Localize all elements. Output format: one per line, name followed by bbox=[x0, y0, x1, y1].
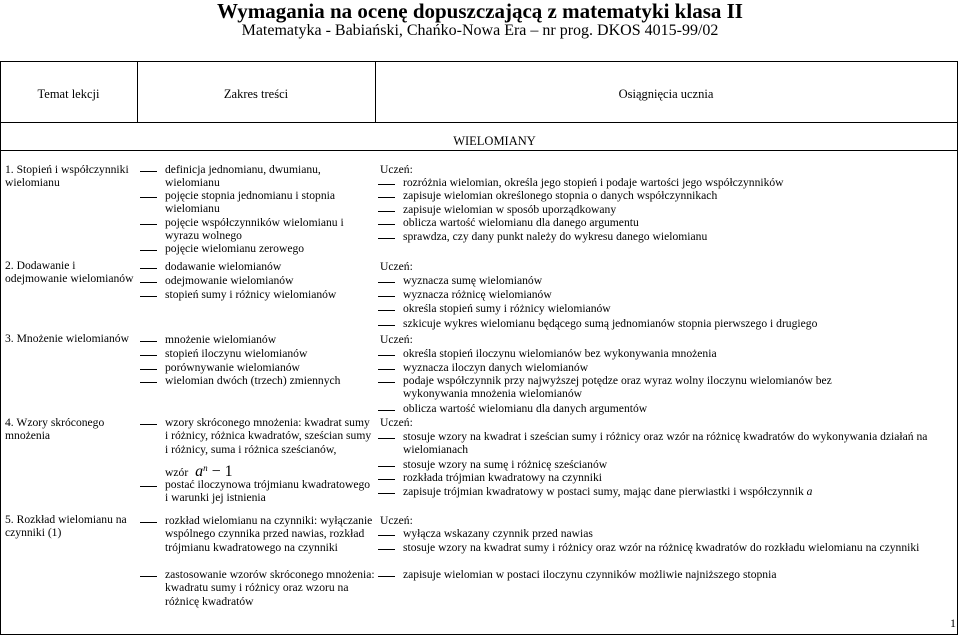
row5-content-1: rozkład wielomianu na czynniki: wyłączanie wspólnego czynnika przed nawias, rozkład trójmianu kwadratowego na czynniki bbox=[165, 514, 373, 554]
header-content: Zakres treści bbox=[223, 87, 289, 101]
row5-content-2: zastosowanie wzorów skróconego mnożenia: kwadratu sumy i różnicy oraz wzoru na różnicę kwadratów bbox=[165, 568, 375, 608]
row4-formula bbox=[165, 462, 375, 479]
bullet-dash bbox=[140, 424, 157, 425]
row3-content-1: mnożenie wielomianów bbox=[165, 333, 277, 346]
bullet-dash bbox=[378, 549, 395, 550]
uczen-label: Uczeń: bbox=[380, 260, 413, 273]
row4-ach-3: rozkłada trójmian kwadratowy na czynniki bbox=[403, 471, 602, 484]
row3-ach-1: określa stopień iloczynu wielomianów bez wykonywania mnożenia bbox=[403, 347, 717, 360]
bullet-dash bbox=[140, 369, 157, 370]
row3-ach-2: wyznacza iloczyn danych wielomianów bbox=[403, 361, 589, 374]
row4-content-1: wzory skróconego mnożenia: kwadrat sumy i różnicy, różnica kwadratów, sześcian sumy i różnicy, suma i różnica sześcianów, bbox=[165, 416, 372, 456]
bullet-dash bbox=[378, 466, 395, 467]
row3-content-3: porównywanie wielomianów bbox=[165, 361, 300, 374]
row1-ach-4: oblicza wartość wielomianu dla danego argumentu bbox=[403, 216, 639, 229]
row1-ach-3: zapisuje wielomian w sposób uporządkowany bbox=[403, 203, 617, 216]
row-divider bbox=[0, 150, 958, 151]
bullet-dash bbox=[378, 369, 395, 370]
formula-exponent: n bbox=[203, 463, 208, 473]
row2-content-3: stopień sumy i różnicy wielomianów bbox=[165, 288, 337, 301]
row1-ach-2: zapisuje wielomian określonego stopnia o danych współczynnikach bbox=[403, 189, 718, 202]
bullet-dash bbox=[378, 438, 395, 439]
bullet-dash bbox=[378, 282, 395, 283]
formula-rest: − 1 bbox=[207, 462, 233, 480]
row1-content-4: pojęcie wielomianu zerowego bbox=[165, 242, 305, 255]
bullet-dash bbox=[378, 310, 395, 311]
bullet-dash bbox=[378, 325, 395, 326]
row1-ach-1: rozróżnia wielomian, określa jego stopień i podaje wartości jego współczynników bbox=[403, 176, 784, 189]
uczen-label: Uczeń: bbox=[380, 514, 413, 527]
bullet-dash bbox=[378, 211, 395, 212]
bullet-dash bbox=[140, 341, 157, 342]
row2-topic: 2. Dodawanie i odejmowanie wielomianów bbox=[5, 259, 134, 286]
bullet-dash bbox=[378, 238, 395, 239]
bullet-dash bbox=[378, 493, 395, 494]
row5-ach-2: stosuje wzory na kwadrat sumy i różnicy oraz wzór na różnicę kwadratów do rozkładu wielomianu na czynniki bbox=[403, 541, 920, 554]
row1-content-1: definicja jednomianu, dwumianu, wielomianu bbox=[165, 163, 321, 190]
bullet-dash bbox=[140, 486, 157, 487]
row2-content-1: dodawanie wielomianów bbox=[165, 260, 282, 273]
row4-ach-1: stosuje wzory na kwadrat i sześcian sumy i różnicy oraz wzór na różnicę kwadratów do wykonywania działań na wielomianach bbox=[403, 430, 928, 457]
header-topic: Temat lekcji bbox=[37, 87, 100, 101]
uczen-label: Uczeń: bbox=[380, 163, 413, 176]
bullet-dash bbox=[378, 535, 395, 536]
header-achievements: Osiągnięcia ucznia bbox=[618, 87, 714, 101]
formula-base: a bbox=[195, 462, 204, 480]
row3-ach-3: podaje współczynnik przy najwyższej potędze oraz wyraz wolny iloczynu wielomianów bez wykonywania mnożenia wielomianów bbox=[403, 374, 832, 401]
row1-ach-5: sprawdza, czy dany punkt należy do wykresu danego wielomianu bbox=[403, 230, 708, 243]
bullet-dash bbox=[140, 296, 157, 297]
bullet-dash bbox=[140, 224, 157, 225]
row4-content-3: postać iloczynowa trójmianu kwadratowego i warunki jej istnienia bbox=[165, 478, 371, 505]
row5-ach-1: wyłącza wskazany czynnik przed nawias bbox=[403, 527, 593, 540]
row3-content-4: wielomian dwóch (trzech) zmiennych bbox=[165, 374, 341, 387]
row4-ach-2: stosuje wzory na sumę i różnicę sześcianów bbox=[403, 458, 608, 471]
bullet-dash bbox=[378, 296, 395, 297]
row2-ach-1: wyznacza sumę wielomianów bbox=[403, 274, 543, 287]
bullet-dash bbox=[140, 268, 157, 269]
row1-content-3: pojęcie współczynników wielomianu i wyrazu wolnego bbox=[165, 216, 344, 243]
page-subtitle: Matematyka - Babiański, Chańko-Nowa Era – nr prog. DKOS 4015-99/02 bbox=[241, 22, 719, 39]
bullet-dash bbox=[140, 250, 157, 251]
bullet-dash bbox=[140, 522, 157, 523]
row3-content-2: stopień iloczynu wielomianów bbox=[165, 347, 308, 360]
bullet-dash bbox=[140, 282, 157, 283]
bullet-dash bbox=[378, 410, 395, 411]
table-border-right bbox=[957, 62, 958, 634]
page-title: Wymagania na ocenę dopuszczającą z matematyki klasa II bbox=[217, 0, 743, 23]
row4-ach-4-var: a bbox=[806, 485, 813, 498]
bullet-dash bbox=[378, 197, 395, 198]
row4-ach-4-text: zapisuje trójmian kwadratowy w postaci sumy, mając dane pierwiastki i współczynnik bbox=[403, 485, 804, 498]
bullet-dash bbox=[378, 382, 395, 383]
table-border-left bbox=[0, 62, 1, 634]
row3-topic: 3. Mnożenie wielomianów bbox=[5, 332, 129, 345]
uczen-label: Uczeń: bbox=[380, 416, 413, 429]
bullet-dash bbox=[378, 576, 395, 577]
section-title: WIELOMIANY bbox=[453, 134, 536, 148]
row2-ach-2: wyznacza różnicę wielomianów bbox=[403, 288, 552, 301]
row5-ach-3: zapisuje wielomian w postaci iloczynu czynników możliwie najniższego stopnia bbox=[403, 568, 777, 581]
row2-ach-3: określa stopień sumy i różnicy wielomianów bbox=[403, 302, 611, 315]
row4-ach-4 bbox=[403, 485, 956, 498]
row2-content-2: odejmowanie wielomianów bbox=[165, 274, 294, 287]
formula-label: wzór bbox=[165, 465, 189, 479]
page-number: 1 bbox=[950, 616, 956, 630]
bullet-dash bbox=[378, 224, 395, 225]
bullet-dash bbox=[378, 184, 395, 185]
bullet-dash bbox=[140, 197, 157, 198]
bullet-dash bbox=[140, 355, 157, 356]
row-divider bbox=[0, 122, 958, 123]
uczen-label: Uczeń: bbox=[380, 333, 413, 346]
bullet-dash bbox=[378, 479, 395, 480]
bullet-dash bbox=[378, 355, 395, 356]
row1-topic: 1. Stopień i współczynniki wielomianu bbox=[5, 163, 129, 190]
bullet-dash bbox=[140, 382, 157, 383]
row5-topic: 5. Rozkład wielomianu na czynniki (1) bbox=[5, 513, 127, 540]
row3-ach-4: oblicza wartość wielomianu dla danych argumentów bbox=[403, 402, 648, 415]
row4-topic: 4. Wzory skróconego mnożenia bbox=[5, 416, 105, 443]
bullet-dash bbox=[140, 576, 157, 577]
row1-content-2: pojęcie stopnia jednomianu i stopnia wielomianu bbox=[165, 189, 336, 216]
bullet-dash bbox=[140, 171, 157, 172]
row2-ach-4: szkicuje wykres wielomianu będącego sumą jednomianów stopnia pierwszego i drugiego bbox=[403, 317, 818, 330]
